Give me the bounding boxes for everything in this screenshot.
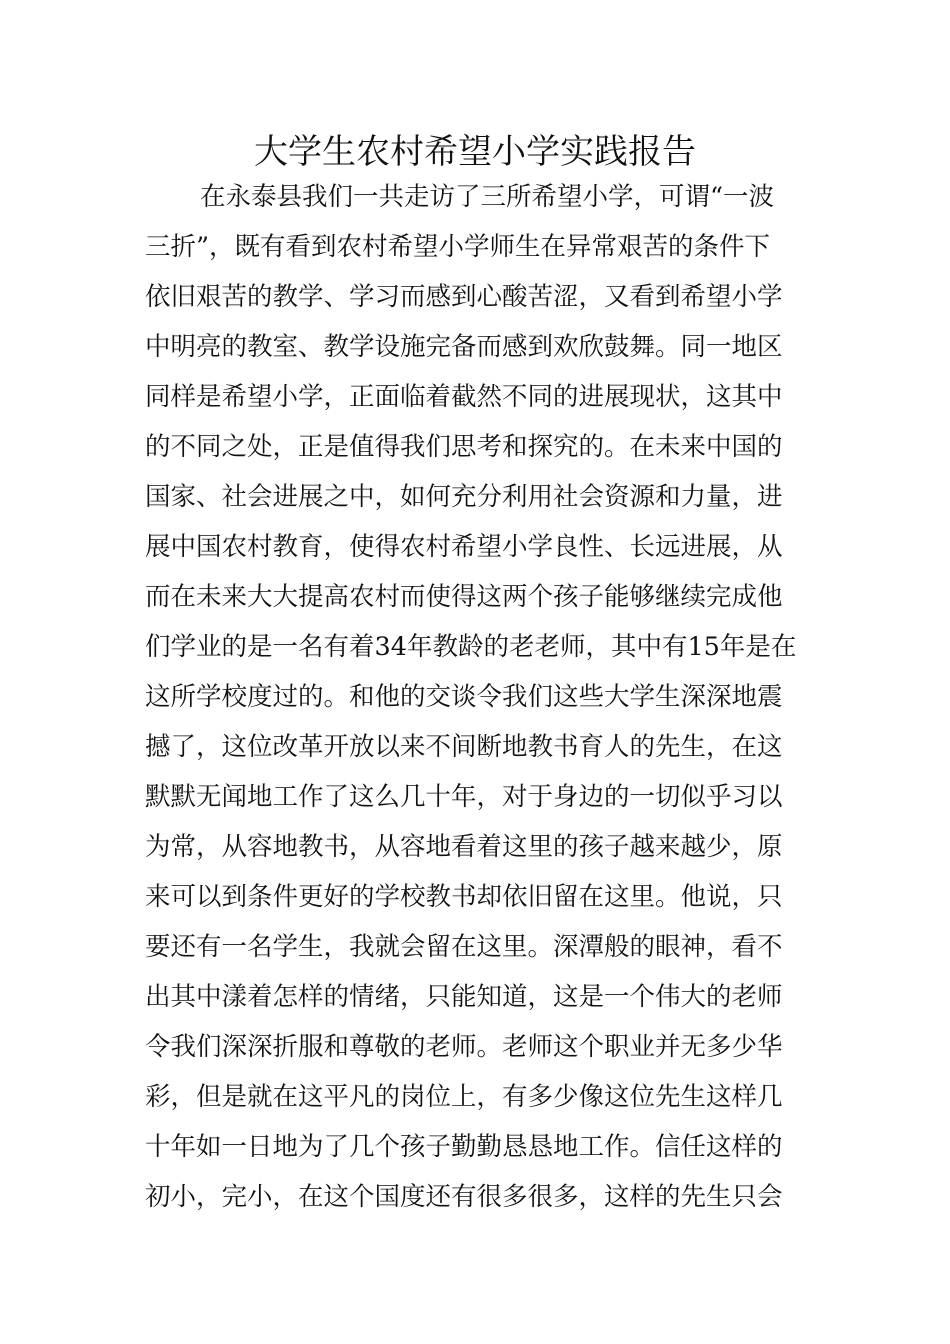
text-line: 依旧艰苦的教学、学习而感到心酸苦涩，又看到希望小学	[145, 282, 783, 312]
text-line: 十年如一日地为了几个孩子勤勤恳恳地工作。信任这样的	[145, 1132, 783, 1162]
text-line: 这所学校度过的。和他的交谈令我们这些大学生深深地震	[145, 682, 783, 712]
document-title: 大学生农村希望小学实践报告	[254, 132, 696, 172]
text-line: 彩，但是就在这平凡的岗位上，有多少像这位先生这样几	[145, 1082, 783, 1112]
text-line: 要还有一名学生，我就会留在这里。深潭般的眼神，看不	[145, 932, 783, 962]
text-line: 来可以到条件更好的学校教书却依旧留在这里。他说，只	[145, 882, 783, 912]
text-line: 展中国农村教育，使得农村希望小学良性、长远进展，从	[145, 532, 783, 562]
text-line: 出其中漾着怎样的情绪，只能知道，这是一个伟大的老师	[145, 982, 783, 1012]
text-line: 三折”，既有看到农村希望小学师生在异常艰苦的条件下	[145, 232, 771, 262]
text-line: 在永泰县我们一共走访了三所希望小学，可谓“一波	[200, 182, 775, 212]
text-line: 令我们深深折服和尊敬的老师。老师这个职业并无多少华	[145, 1032, 783, 1062]
text-line: 而在未来大大提高农村而使得这两个孩子能够继续完成他	[145, 582, 783, 612]
text-line: 国家、社会进展之中，如何充分利用社会资源和力量，进	[145, 482, 783, 512]
text-line: 的不同之处，正是值得我们思考和探究的。在未来中国的	[145, 432, 783, 462]
text-line: 们学业的是一名有着34年教龄的老老师，其中有15年是在	[145, 632, 797, 662]
text-line: 初小，完小，在这个国度还有很多很多，这样的先生只会	[145, 1182, 783, 1212]
text-line: 为常，从容地教书，从容地看着这里的孩子越来越少，原	[145, 832, 783, 862]
body-paragraph	[145, 172, 813, 1222]
text-line: 中明亮的教室、教学设施完备而感到欢欣鼓舞。同一地区	[145, 332, 783, 362]
text-line: 默默无闻地工作了这么几十年，对于身边的一切似乎习以	[145, 782, 783, 812]
text-line: 同样是希望小学，正面临着截然不同的进展现状，这其中	[145, 382, 783, 412]
text-line: 撼了，这位改革开放以来不间断地教书育人的先生，在这	[145, 732, 783, 762]
